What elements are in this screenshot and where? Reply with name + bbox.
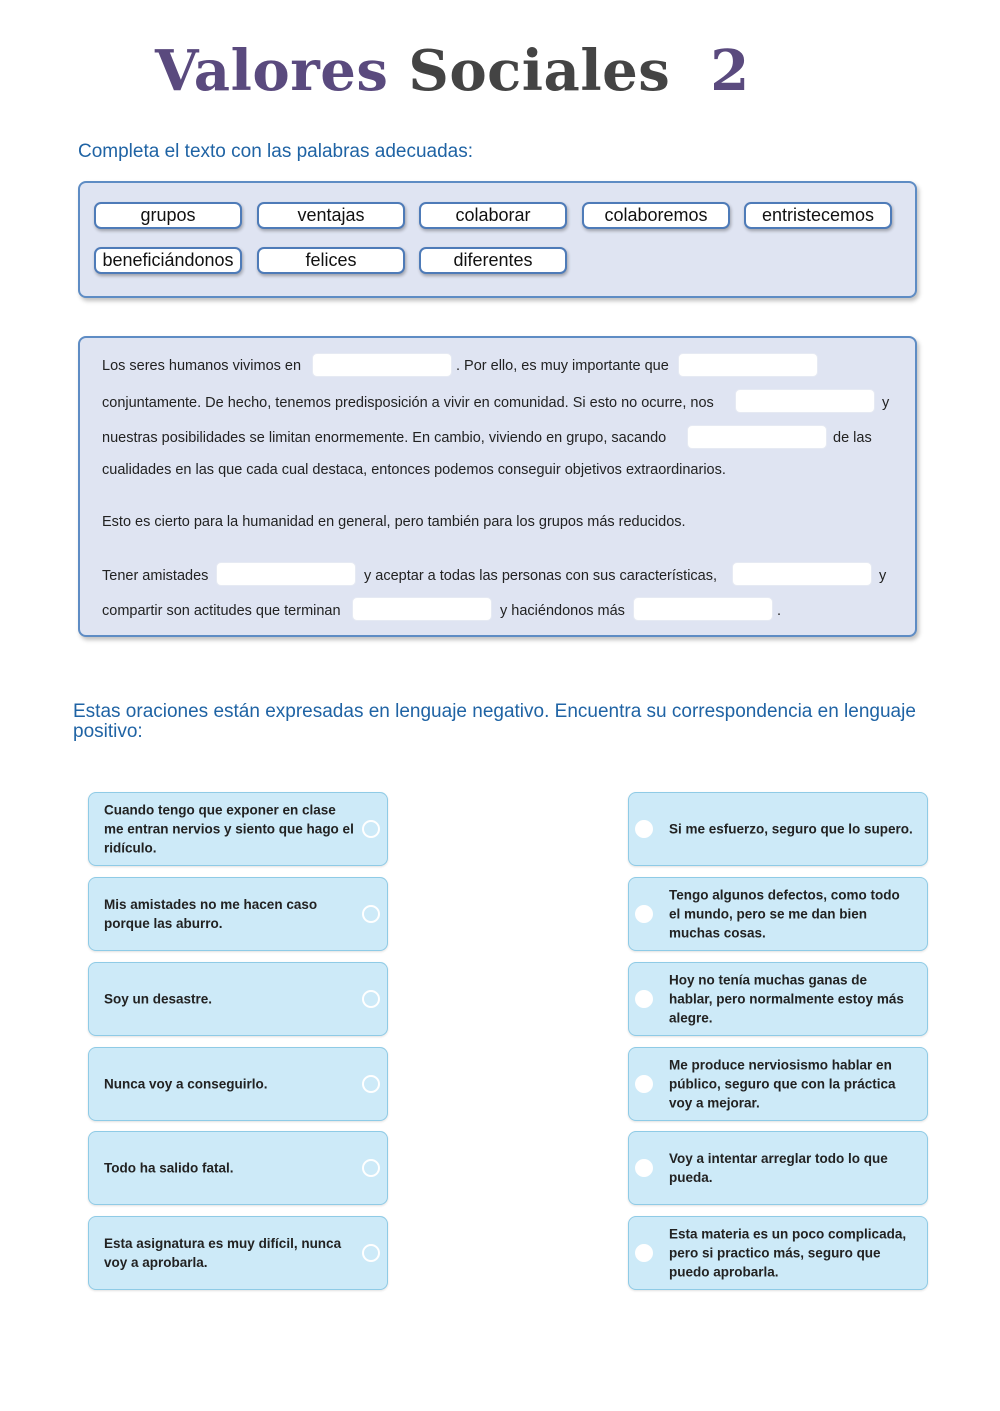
text-line: y bbox=[879, 568, 887, 584]
text-line: Esto es cierto para la humanidad en general, pero también para los grupos más reducidos. bbox=[102, 514, 686, 530]
text-line: y aceptar a todas las personas con sus características, bbox=[364, 568, 718, 584]
word-chip[interactable]: felices bbox=[257, 247, 405, 274]
title-word-3: 2 bbox=[710, 38, 750, 104]
matching-instruction: Estas oraciones están expresadas en lenguaje negativo. Encuentra su correspondencia en lenguaje positivo: bbox=[73, 701, 916, 742]
text-line: de las bbox=[833, 430, 872, 446]
statement-text: Esta asignatura es muy difícil, nunca voy a aprobarla. bbox=[104, 1236, 342, 1270]
statement-text: Me produce nerviosismo hablar en público, seguro que con la práctica voy a mejorar. bbox=[669, 1057, 896, 1111]
text-line: . Por ello, es muy importante que bbox=[456, 358, 669, 374]
title-word-1: Valores bbox=[155, 38, 389, 104]
word-chip[interactable]: colaborar bbox=[419, 202, 567, 229]
match-connector[interactable] bbox=[635, 905, 653, 923]
blank-4[interactable] bbox=[687, 425, 827, 449]
statement-text: Hoy no tenía muchas ganas de hablar, pero normalmente estoy más alegre. bbox=[669, 972, 904, 1026]
match-connector[interactable] bbox=[635, 1075, 653, 1093]
positive-statement-card[interactable] bbox=[628, 792, 928, 866]
text-line: Los seres humanos vivimos en bbox=[102, 358, 302, 374]
blank-8[interactable] bbox=[633, 597, 773, 621]
match-connector[interactable] bbox=[362, 1075, 380, 1093]
word-chip[interactable]: ventajas bbox=[257, 202, 405, 229]
text-line: . bbox=[777, 603, 782, 619]
text-line: compartir son actitudes que terminan bbox=[102, 603, 341, 619]
text-line: Tener amistades bbox=[102, 568, 209, 584]
positive-statement-card[interactable] bbox=[628, 1047, 928, 1121]
blank-2[interactable] bbox=[678, 353, 818, 377]
text-line: nuestras posibilidades se limitan enormemente. En cambio, viviendo en grupo, sacando bbox=[102, 430, 667, 446]
word-bank bbox=[78, 181, 917, 298]
negative-statement-card[interactable] bbox=[88, 877, 388, 951]
match-connector[interactable] bbox=[362, 905, 380, 923]
statement-text: Todo ha salido fatal. bbox=[104, 1160, 234, 1176]
page-title bbox=[155, 38, 750, 104]
word-chip[interactable]: beneficiándonos bbox=[94, 247, 242, 274]
cloze-text-panel bbox=[78, 336, 917, 637]
blank-6[interactable] bbox=[732, 562, 872, 586]
blank-5[interactable] bbox=[216, 562, 356, 586]
statement-text: Mis amistades no me hacen caso porque las aburro. bbox=[104, 897, 318, 931]
positive-statement-card[interactable] bbox=[628, 1131, 928, 1205]
blank-1[interactable] bbox=[312, 353, 452, 377]
positive-statement-card[interactable] bbox=[628, 962, 928, 1036]
word-chip[interactable]: diferentes bbox=[419, 247, 567, 274]
negative-statement-card[interactable] bbox=[88, 1216, 388, 1290]
text-line: conjuntamente. De hecho, tenemos predisposición a vivir en comunidad. Si esto no ocurre, nos bbox=[102, 395, 714, 411]
statement-text: Si me esfuerzo, seguro que lo supero. bbox=[669, 821, 913, 837]
positive-statement-card[interactable] bbox=[628, 877, 928, 951]
statement-text: Voy a intentar arreglar todo lo que pueda. bbox=[669, 1151, 888, 1185]
blank-7[interactable] bbox=[352, 597, 492, 621]
match-connector[interactable] bbox=[635, 1244, 653, 1262]
statement-text: Tengo algunos defectos, como todo el mundo, pero se me dan bien muchas cosas. bbox=[669, 887, 900, 941]
match-connector[interactable] bbox=[362, 820, 380, 838]
match-connector[interactable] bbox=[635, 1159, 653, 1177]
word-chip[interactable]: entristecemos bbox=[744, 202, 892, 229]
statement-text: Esta materia es un poco complicada, pero si practico más, seguro que puedo aprobarla. bbox=[669, 1226, 907, 1280]
match-connector[interactable] bbox=[635, 990, 653, 1008]
match-connector[interactable] bbox=[362, 1244, 380, 1262]
word-chip[interactable]: colaboremos bbox=[582, 202, 730, 229]
text-line: y haciéndonos más bbox=[500, 603, 625, 619]
title-word-2: Sociales bbox=[408, 38, 671, 104]
fill-blanks-instruction: Completa el texto con las palabras adecuadas: bbox=[78, 141, 474, 162]
statement-text: Cuando tengo que exponer en clase me entran nervios y siento que hago el ridículo. bbox=[104, 802, 354, 856]
negative-statement-card[interactable] bbox=[88, 792, 388, 866]
text-line: cualidades en las que cada cual destaca, entonces podemos conseguir objetivos extraordinarios. bbox=[102, 462, 726, 478]
negative-statement-card[interactable] bbox=[88, 1047, 388, 1121]
negative-statement-card[interactable] bbox=[88, 1131, 388, 1205]
blank-3[interactable] bbox=[735, 389, 875, 413]
match-connector[interactable] bbox=[362, 990, 380, 1008]
negative-statement-card[interactable] bbox=[88, 962, 388, 1036]
statement-text: Nunca voy a conseguirlo. bbox=[104, 1076, 268, 1092]
statement-text: Soy un desastre. bbox=[104, 991, 213, 1007]
text-line: y bbox=[882, 395, 890, 411]
match-connector[interactable] bbox=[635, 820, 653, 838]
match-connector[interactable] bbox=[362, 1159, 380, 1177]
word-chip[interactable]: grupos bbox=[94, 202, 242, 229]
positive-statement-card[interactable] bbox=[628, 1216, 928, 1290]
